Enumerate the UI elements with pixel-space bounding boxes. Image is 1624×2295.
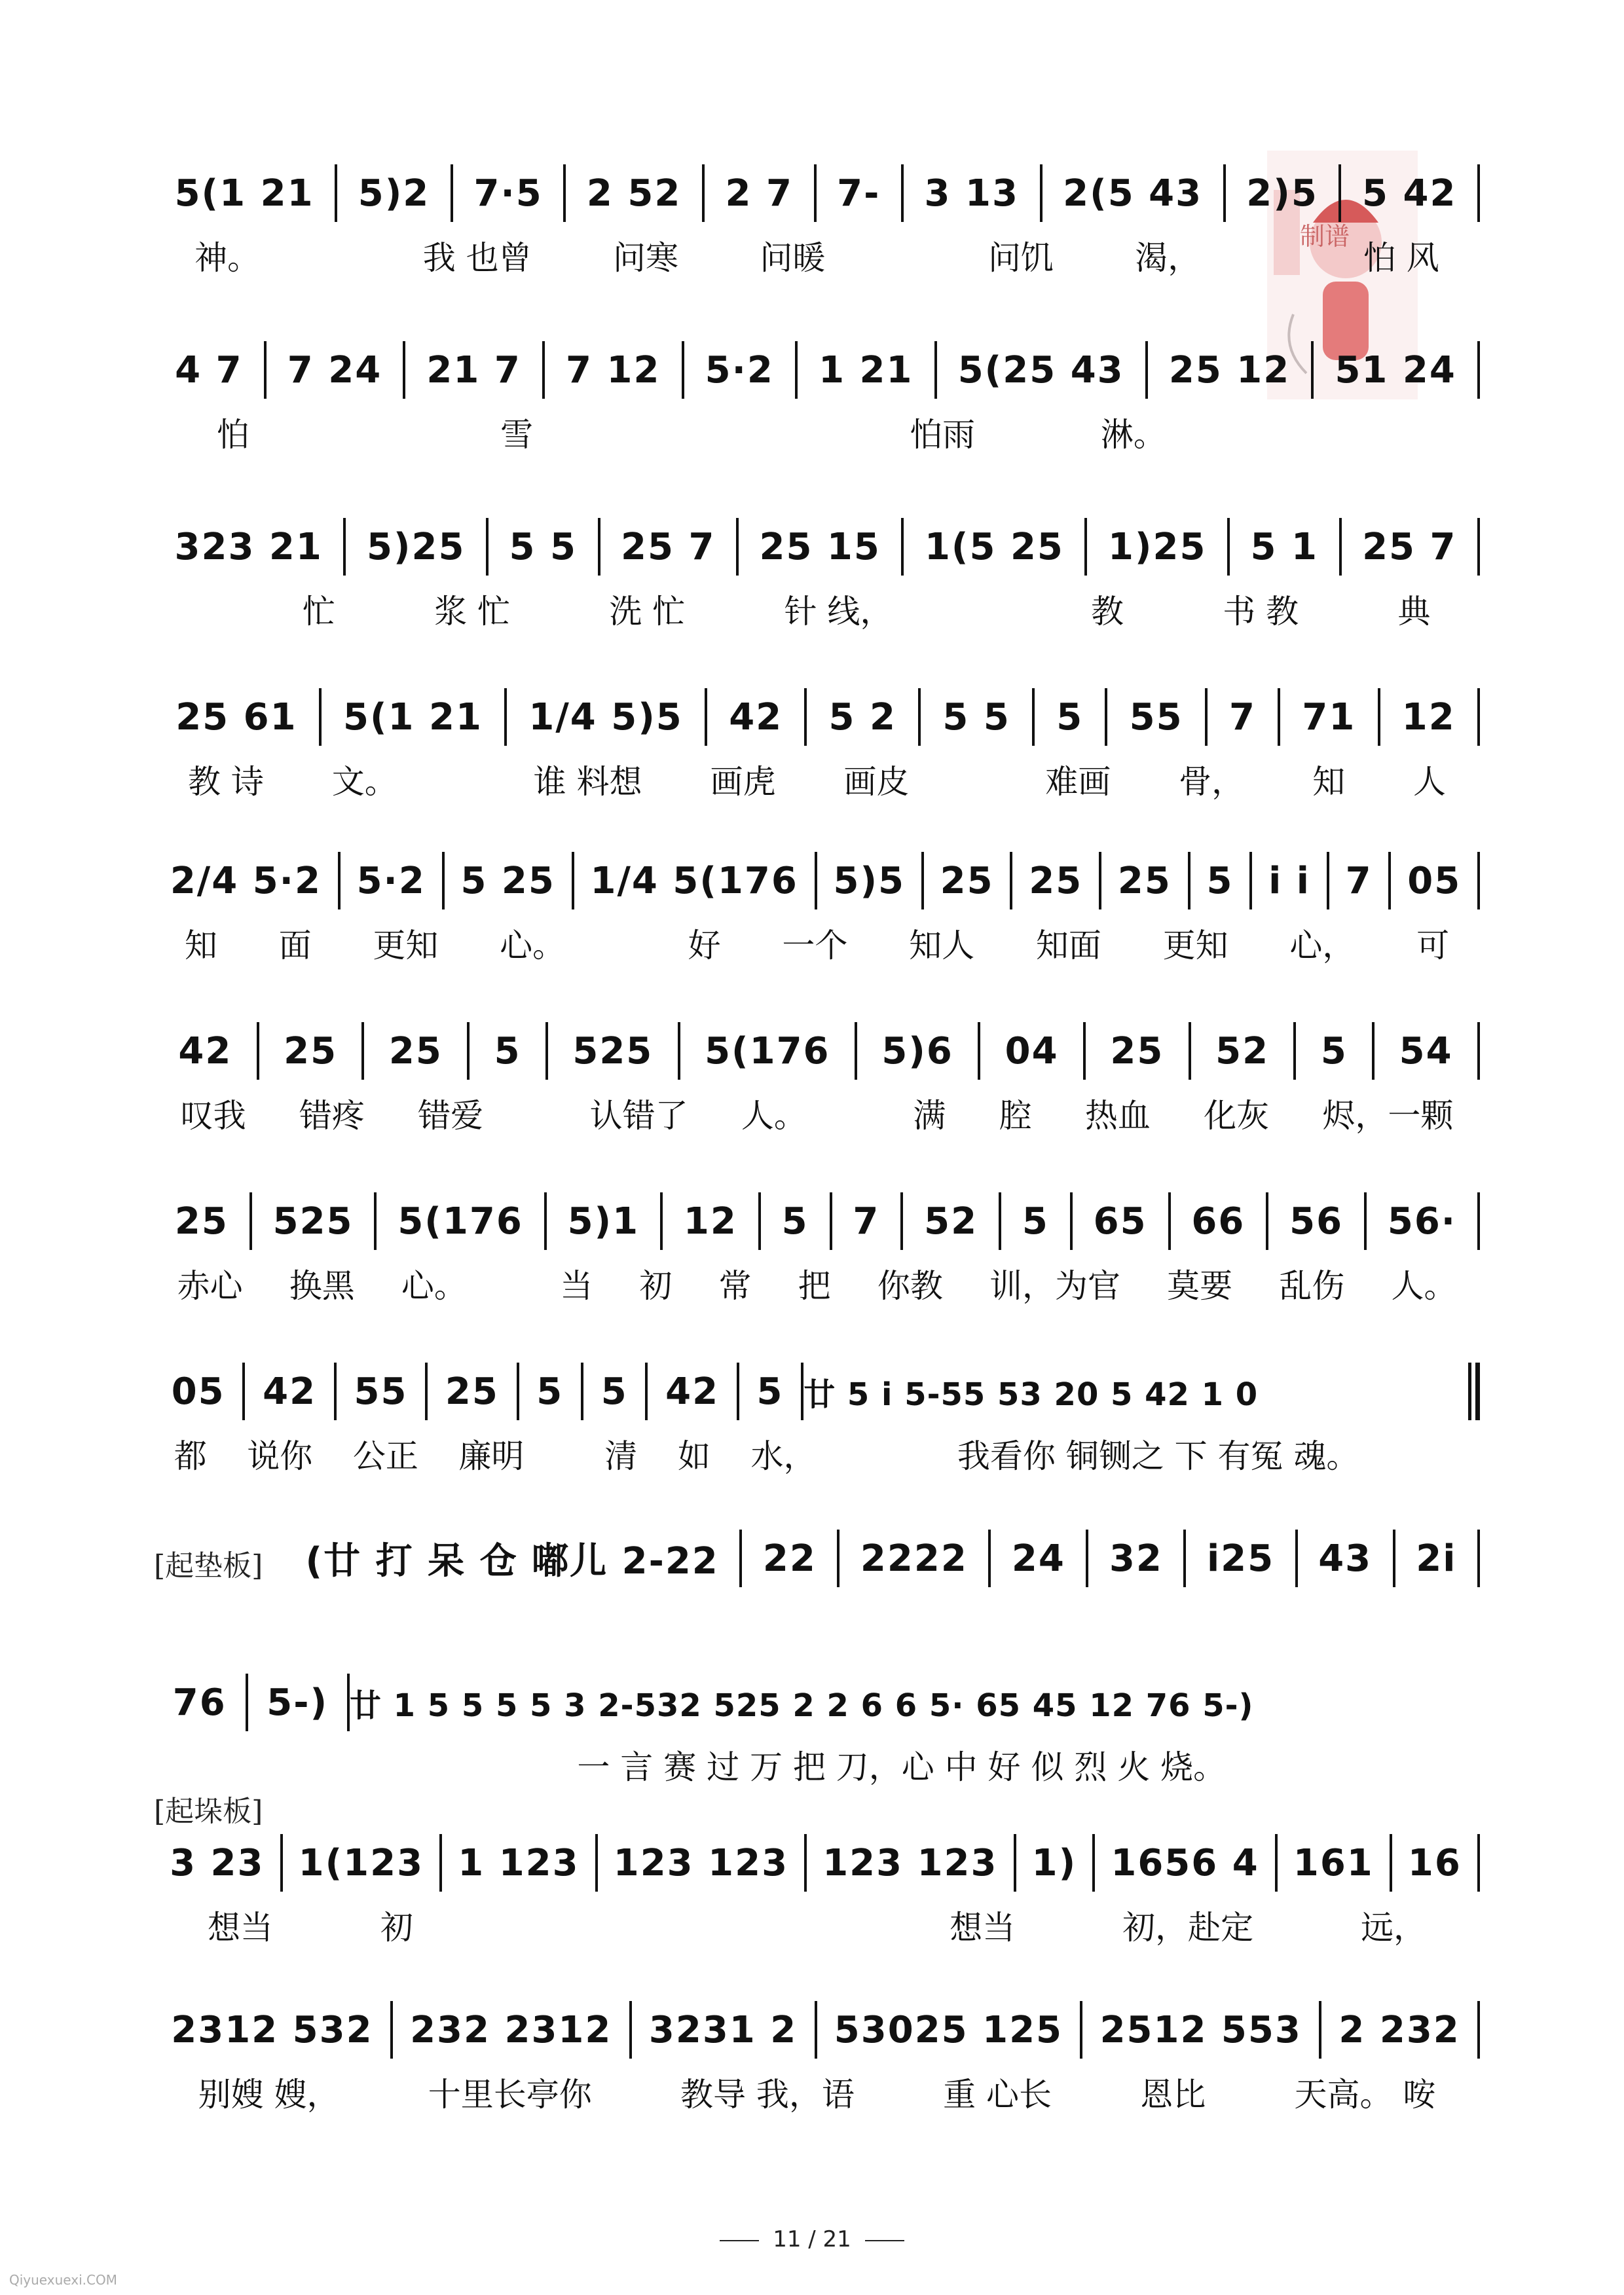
lyric: 心。 xyxy=(500,927,566,964)
notation-line xyxy=(154,851,1480,910)
measure: 42 xyxy=(178,1029,232,1073)
lyric: 知 xyxy=(184,927,217,964)
measure: 25 7 xyxy=(1362,525,1457,568)
lyrics-line xyxy=(154,232,1480,278)
measure: 5 xyxy=(600,1370,628,1413)
measure: 5(176 xyxy=(397,1200,523,1243)
lyric: 渴， xyxy=(1135,239,1201,277)
measure: 24 xyxy=(1011,1537,1065,1580)
measure: 25 xyxy=(1029,859,1083,902)
lyric: 可 xyxy=(1416,927,1450,964)
measure: 2 7 xyxy=(725,172,793,215)
lyric: 淋。 xyxy=(1100,416,1166,454)
lyric: 更知 xyxy=(373,927,439,964)
measure: 5 xyxy=(1320,1029,1348,1073)
measure: 5-) xyxy=(267,1681,329,1724)
measure: 53025 125 xyxy=(834,2008,1063,2051)
measure: 16 xyxy=(1407,1841,1462,1884)
lyric: 初 xyxy=(639,1267,673,1305)
measure: 3 13 xyxy=(924,172,1019,215)
measure: 5 xyxy=(1206,859,1234,902)
lyric: 教 诗 xyxy=(187,763,264,801)
measure: 5 xyxy=(781,1200,809,1243)
measure: 22 xyxy=(762,1537,817,1580)
measure: 1 21 xyxy=(819,348,913,392)
measure: i i xyxy=(1268,859,1310,902)
measure: 5(176 xyxy=(705,1029,830,1073)
section-label: [起垫板] xyxy=(154,1549,263,1583)
measure: 廿 5 i 5-55 53 20 5 42 1 0 xyxy=(803,1376,1259,1413)
lyric: 书 教 xyxy=(1223,593,1299,631)
measure: 25 15 xyxy=(759,525,881,568)
measure: 42 xyxy=(263,1370,317,1413)
measure: 5·2 xyxy=(705,348,774,392)
measure: 123 123 xyxy=(613,1841,789,1884)
measure: 42 xyxy=(665,1370,720,1413)
measure: 2)5 xyxy=(1246,172,1318,215)
measure: 25 xyxy=(174,1200,229,1243)
measure: 2(5 43 xyxy=(1063,172,1203,215)
measure: 1/4 5)5 xyxy=(528,695,683,739)
measure: 51 24 xyxy=(1335,348,1456,392)
measure: 5 42 xyxy=(1362,172,1457,215)
measure: 25 xyxy=(1117,859,1172,902)
measure: 71 xyxy=(1302,695,1356,739)
lyric: 知 xyxy=(1312,763,1346,801)
notation-line xyxy=(154,1673,1480,1732)
lyric: 都 xyxy=(174,1437,207,1475)
lyric: 腔 xyxy=(999,1097,1032,1135)
measure: 5(1 21 xyxy=(174,172,314,215)
lyrics-line xyxy=(154,920,1480,966)
measure: 5 25 xyxy=(460,859,555,902)
measure: 5)1 xyxy=(567,1200,640,1243)
lyric: 骨， xyxy=(1179,763,1245,801)
site-watermark: Qiyuexuexi.COM xyxy=(9,2272,117,2288)
measure: 1) xyxy=(1031,1841,1077,1884)
measure: 65 xyxy=(1093,1200,1147,1243)
lyric: 更知 xyxy=(1162,927,1228,964)
measure: 1(123 xyxy=(298,1841,424,1884)
lyric: 远， xyxy=(1361,1909,1427,1947)
final-barline xyxy=(1468,1363,1480,1420)
lyric: 浆 忙 xyxy=(434,593,511,631)
lyric: 我看你 铜铡之 下 有冤 魂。 xyxy=(957,1437,1359,1475)
section-label: [起垛板] xyxy=(154,1795,263,1828)
measure: 5)2 xyxy=(358,172,430,215)
bar-line xyxy=(1477,518,1480,576)
measure: 161 xyxy=(1293,1841,1374,1884)
lyrics-line xyxy=(154,756,1480,802)
measure: 1(5 25 xyxy=(924,525,1064,568)
lyric: 忙 xyxy=(302,593,335,631)
measure: 7 24 xyxy=(287,348,382,392)
measure: 2222 xyxy=(860,1537,968,1580)
measure: 1)25 xyxy=(1107,525,1207,568)
measure: 25 xyxy=(388,1029,443,1073)
measure: 7·5 xyxy=(473,172,543,215)
measure: 2 52 xyxy=(586,172,682,215)
measure: 05 xyxy=(1407,859,1462,902)
measure: 25 xyxy=(445,1370,499,1413)
lyric: 换黑 xyxy=(289,1267,355,1305)
lyric: 想当 xyxy=(207,1909,273,1947)
lyric: 说你 xyxy=(247,1437,313,1475)
lyrics-line xyxy=(154,1902,1480,1948)
lyric: 想当 xyxy=(950,1909,1016,1947)
lyric: 你教 xyxy=(877,1267,943,1305)
measure: 2/4 5·2 xyxy=(170,859,322,902)
lyric: 恩比 xyxy=(1140,2076,1206,2114)
measure: 25 61 xyxy=(175,695,297,739)
lyric: 错疼 xyxy=(299,1097,365,1135)
notation-line xyxy=(154,1021,1480,1080)
measure: 525 xyxy=(572,1029,654,1073)
lyric: 十里长亭你 xyxy=(428,2076,592,2114)
notation-line xyxy=(154,1833,1480,1892)
lyrics-line xyxy=(154,586,1480,632)
measure: 25 xyxy=(284,1029,338,1073)
lyric: 人。 xyxy=(741,1097,807,1135)
measure: 5)5 xyxy=(833,859,906,902)
notation-line xyxy=(154,1362,1480,1421)
measure: 323 21 xyxy=(174,525,323,568)
measure: 5·2 xyxy=(356,859,426,902)
lyric: 错爱 xyxy=(418,1097,484,1135)
measure: 525 xyxy=(272,1200,354,1243)
measure: 2512 553 xyxy=(1099,2008,1302,2051)
measure: 5)6 xyxy=(881,1029,953,1073)
lyric: 清 xyxy=(604,1437,638,1475)
lyric: 一个 xyxy=(782,927,848,964)
lyric: 初，赴定 xyxy=(1122,1909,1254,1947)
lyric: 莫要 xyxy=(1167,1267,1233,1305)
lyric: 常 xyxy=(718,1267,752,1305)
measure: 52 xyxy=(1215,1029,1270,1073)
page-number: 11 / 21 xyxy=(773,2226,851,2252)
bar-line xyxy=(1477,688,1480,746)
notation-line xyxy=(154,2000,1480,2059)
measure: 25 7 xyxy=(621,525,716,568)
lyric: 当 xyxy=(560,1267,593,1305)
bar-line xyxy=(1477,1022,1480,1080)
lyric: 问寒 xyxy=(613,239,678,277)
measure: 32 xyxy=(1109,1537,1163,1580)
measure: i25 xyxy=(1206,1537,1275,1580)
measure: 5)25 xyxy=(366,525,466,568)
lyric: 人 xyxy=(1412,763,1446,801)
lyrics-line xyxy=(154,409,1480,455)
measure: 5 xyxy=(1056,695,1084,739)
lyric: 初 xyxy=(380,1909,413,1947)
measure: 25 12 xyxy=(1168,348,1291,392)
lyric: 怕雨 xyxy=(910,416,976,454)
lyric: 训，为官 xyxy=(989,1267,1120,1305)
notation-line xyxy=(154,688,1480,746)
measure: 5(1 21 xyxy=(342,695,483,739)
measure: 5 xyxy=(494,1029,521,1073)
measure: 5(25 43 xyxy=(957,348,1124,392)
lyric: 知人 xyxy=(909,927,975,964)
lyric: 典 xyxy=(1397,593,1431,631)
notation-line xyxy=(154,340,1480,399)
lyric: 烬，一颗 xyxy=(1322,1097,1454,1135)
notation-line xyxy=(285,1529,1480,1588)
measure: 54 xyxy=(1399,1029,1453,1073)
measure: 5 2 xyxy=(828,695,896,739)
lyric: 别嫂 嫂， xyxy=(198,2076,340,2114)
measure: 43 xyxy=(1318,1537,1373,1580)
lyric: 文。 xyxy=(331,763,397,801)
measure: 21 7 xyxy=(426,348,521,392)
measure: 42 xyxy=(729,695,783,739)
lyric: 雪 xyxy=(500,416,534,454)
measure: 1/4 5(176 xyxy=(590,859,798,902)
measure: 5 xyxy=(536,1370,564,1413)
page-footer xyxy=(0,2226,1624,2252)
bar-line xyxy=(1477,164,1480,222)
lyric: 问暖 xyxy=(760,239,826,277)
measure: 66 xyxy=(1191,1200,1246,1243)
lyric: 怕 风 xyxy=(1363,239,1439,277)
lyric: 廉明 xyxy=(458,1437,525,1475)
measure: 5 xyxy=(756,1370,784,1413)
bar-line xyxy=(1477,341,1480,399)
measure: 12 xyxy=(683,1200,737,1243)
lyric: 教导 我，语 xyxy=(680,2076,855,2114)
lyric: 画虎 xyxy=(710,763,776,801)
measure: 76 xyxy=(172,1681,227,1724)
measure: 5 1 xyxy=(1250,525,1318,568)
measure: 1656 4 xyxy=(1111,1841,1259,1884)
measure: 56· xyxy=(1387,1200,1457,1243)
measure: 4 7 xyxy=(175,348,243,392)
measure: 123 123 xyxy=(822,1841,998,1884)
measure: (廿 打 呆 仓 嘟儿 2-22 xyxy=(305,1540,719,1583)
measure: 5 5 xyxy=(942,695,1010,739)
bar-line xyxy=(1477,1834,1480,1892)
lyric: 洗 忙 xyxy=(609,593,686,631)
footer-line-left xyxy=(720,2240,759,2241)
measure: 5 xyxy=(1022,1200,1049,1243)
lyric: 好 xyxy=(688,927,721,964)
lyrics-line xyxy=(154,2069,1480,2115)
lyric: 叹我 xyxy=(180,1097,246,1135)
lyric: 认错了 xyxy=(589,1097,688,1135)
measure: 7- xyxy=(837,172,881,215)
lyrics-line xyxy=(154,1742,1480,1788)
lyrics-line xyxy=(154,1260,1480,1306)
notation-line xyxy=(154,164,1480,223)
bar-line xyxy=(1477,2001,1480,2059)
measure: 2312 532 xyxy=(171,2008,373,2051)
footer-line-right xyxy=(865,2240,904,2241)
lyric: 我 也曾 xyxy=(422,239,532,277)
measure: 25 xyxy=(1110,1029,1164,1073)
measure: 12 xyxy=(1401,695,1456,739)
lyric: 公正 xyxy=(352,1437,418,1475)
lyric: 重 心长 xyxy=(943,2076,1052,2114)
lyric: 赤心 xyxy=(177,1267,243,1305)
measure: 7 xyxy=(1345,859,1373,902)
lyric: 面 xyxy=(278,927,312,964)
lyric: 神。 xyxy=(194,239,261,277)
measure: 52 xyxy=(924,1200,978,1243)
lyric: 热血 xyxy=(1084,1097,1151,1135)
lyric: 谁 料想 xyxy=(533,763,642,801)
lyric: 把 xyxy=(798,1267,831,1305)
lyric: 天高。 咹 xyxy=(1294,2076,1436,2114)
measure: 2 232 xyxy=(1338,2008,1460,2051)
measure: 2i xyxy=(1416,1537,1457,1580)
bar-line xyxy=(1477,852,1480,909)
measure: 3231 2 xyxy=(648,2008,798,2051)
measure: 55 xyxy=(1129,695,1183,739)
lyric: 心， xyxy=(1289,927,1356,964)
lyric: 教 xyxy=(1090,593,1124,631)
lyric: 一 言 赛 过 万 把 刀，心 中 好 似 烈 火 烧。 xyxy=(577,1748,1227,1786)
measure: 7 xyxy=(853,1200,880,1243)
lyric: 如 xyxy=(677,1437,710,1475)
measure: 1 123 xyxy=(458,1841,580,1884)
lyric: 人。 xyxy=(1391,1267,1457,1305)
measure: 廿 1 5 5 5 5 3 2-532 525 2 2 6 6 5· 65 45 12 76 5-) xyxy=(349,1687,1254,1724)
measure: 55 xyxy=(354,1370,408,1413)
lyrics-line xyxy=(154,1431,1480,1477)
measure: 7 xyxy=(1229,695,1256,739)
lyric: 化灰 xyxy=(1204,1097,1270,1135)
measure: 3 23 xyxy=(170,1841,265,1884)
bar-line xyxy=(1477,1530,1480,1587)
notation-line xyxy=(154,1192,1480,1251)
measure: 25 xyxy=(940,859,994,902)
lyric: 心。 xyxy=(401,1267,467,1305)
bar-line xyxy=(1477,1192,1480,1250)
measure: 7 12 xyxy=(566,348,661,392)
lyric: 知面 xyxy=(1035,927,1101,964)
measure: 5 5 xyxy=(509,525,577,568)
lyric: 画皮 xyxy=(843,763,910,801)
measure: 05 xyxy=(171,1370,225,1413)
stamp-text: 制谱 xyxy=(1300,222,1350,251)
lyrics-line xyxy=(154,1090,1480,1136)
measure: 04 xyxy=(1005,1029,1059,1073)
notation-line xyxy=(154,517,1480,576)
lyric: 乱伤 xyxy=(1279,1267,1345,1305)
lyric: 难画 xyxy=(1045,763,1111,801)
lyric: 水， xyxy=(750,1437,817,1475)
lyric: 满 xyxy=(913,1097,946,1135)
measure: 232 2312 xyxy=(410,2008,612,2051)
lyric: 问饥 xyxy=(987,239,1054,277)
measure: 56 xyxy=(1289,1200,1344,1243)
lyric: 怕 xyxy=(216,416,249,454)
lyric: 针 线， xyxy=(784,593,893,631)
